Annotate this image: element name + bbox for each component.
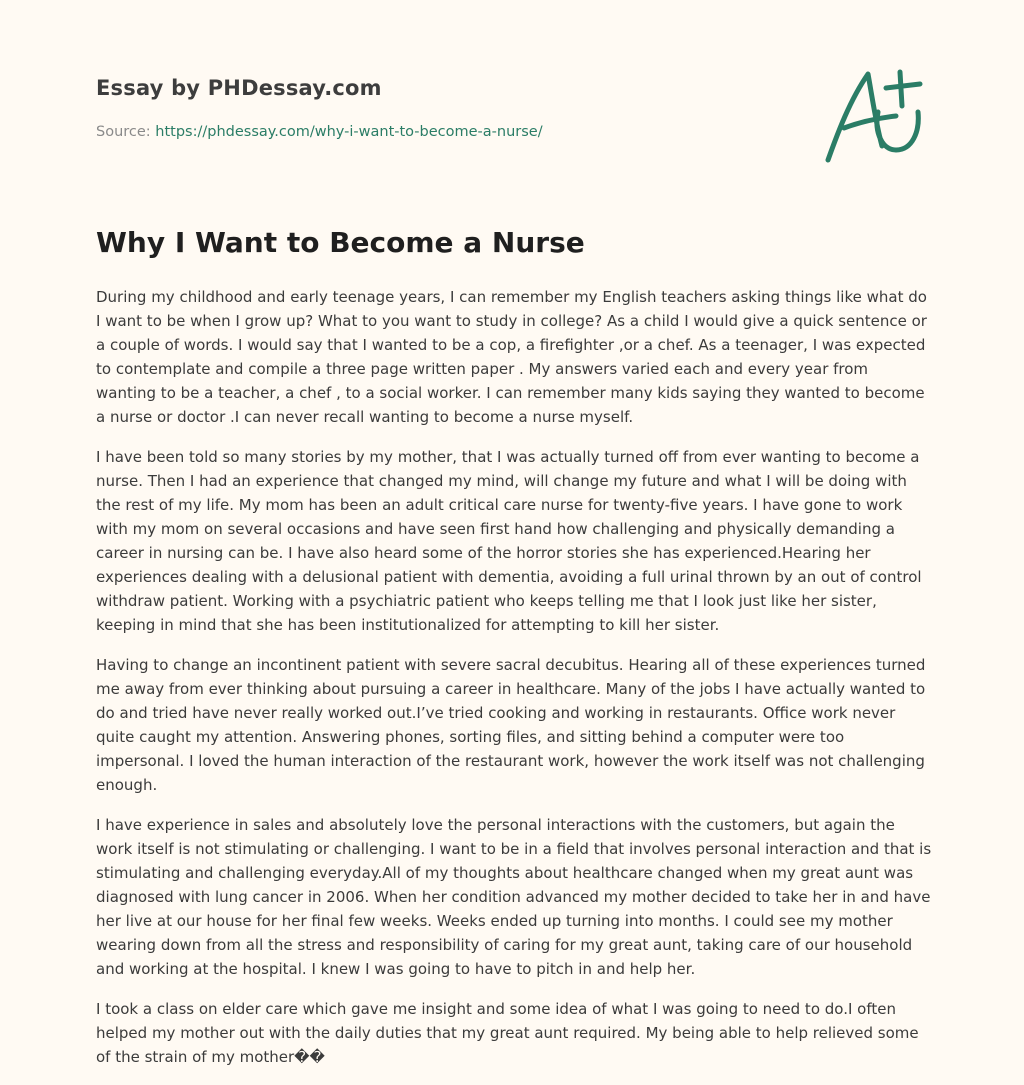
paragraph: I have been told so many stories by my mother, that I was actually turned off from ever wanting to become a nurse. Then I had an experience that changed my mind, will change my future and what I will be doing with the rest of my life. My mom has been an adult critical care nurse for twenty-five years. I have gone to work with my mom on several occasions and have seen first hand how challenging and physically demanding a career in nursing can be. I have also heard some of the horror stories she has experienced.Hearing her experiences dealing with a delusional patient with dementia, avoiding a full urinal thrown by an out of control withdraw patient. Working with a psychiatric patient who keeps telling me that I look just like her sister, keeping in mind that she has been institutionalized for attempting to kill her sister.: [96, 448, 922, 634]
source-label: Source:: [96, 124, 156, 140]
site-brand: Essay by PHDessay.com: [96, 76, 382, 100]
article-body: [96, 285, 932, 1085]
source-link[interactable]: https://phdessay.com/why-i-want-to-become-a-nurse/: [155, 124, 543, 140]
paragraph: During my childhood and early teenage years, I can remember my English teachers asking things like what do I want to be when I grow up? What to you want to study in college? As a child I would give a quick sentence or a couple of words. I would say that I wanted to be a cop, a firefighter ,or a chef. As a teenager, I was expected to contemplate and compile a three page written paper . My answers varied each and every year from wanting to be a teacher, a chef , to a social worker. I can remember many kids saying they wanted to become a nurse or doctor .I can never recall wanting to become a nurse myself.: [96, 288, 927, 426]
article-title: Why I Want to Become a Nurse: [96, 226, 585, 259]
a-plus-icon: [822, 66, 926, 166]
paragraph: I took a class on elder care which gave me insight and some idea of what I was going to need to do.I often helped my mother out with the daily duties that my great aunt required. My being able to help relieved some of the strain of my mother��: [96, 1000, 919, 1066]
paragraph: I have experience in sales and absolutely love the personal interactions with the customers, but again the work itself is not stimulating or challenging. I want to be in a field that involves personal interaction and that is stimulating and challenging everyday.All of my thoughts about healthcare changed when my great aunt was diagnosed with lung cancer in 2006. When her condition advanced my mother decided to take her in and have her live at our house for her final few weeks. Weeks ended up turning into months. I could see my mother wearing down from all the stress and responsibility of caring for my great aunt, taking care of our household and working at the hospital. I knew I was going to have to pitch in and help her.: [96, 816, 932, 978]
paragraph: Having to change an incontinent patient with severe sacral decubitus. Hearing all of these experiences turned me away from ever thinking about pursuing a career in healthcare. Many of the jobs I have actually wanted to do and tried have never really worked out.I’ve tried cooking and working in restaurants. Office work never quite caught my attention. Answering phones, sorting files, and sitting behind a computer were too impersonal. I loved the human interaction of the restaurant work, however the work itself was not challenging enough.: [96, 656, 926, 794]
source-line: [96, 124, 543, 140]
